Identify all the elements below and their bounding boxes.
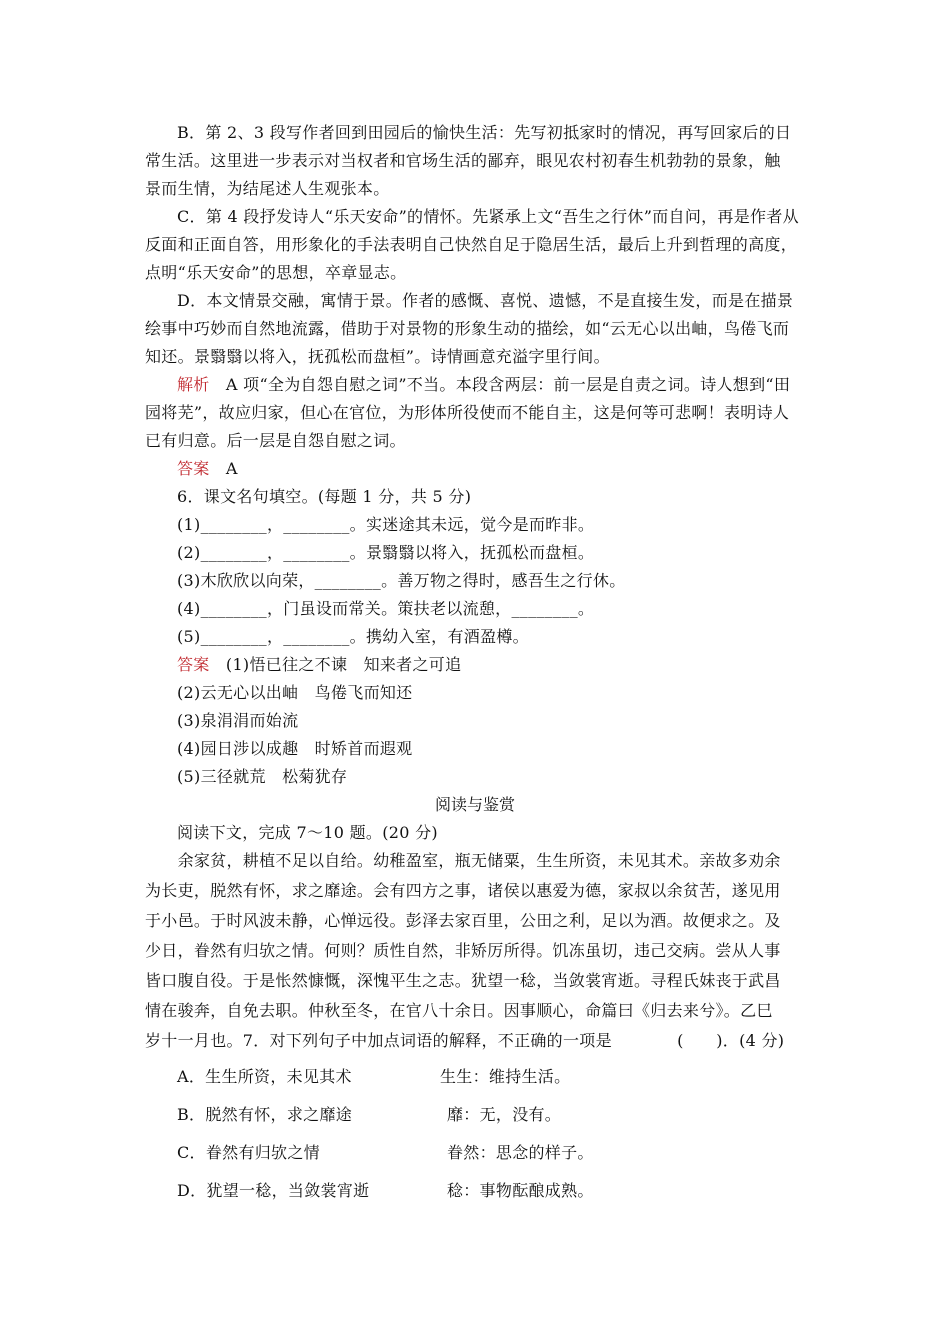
- reading-intro: 阅读下文，完成 7～10 题。(20 分): [177, 823, 438, 842]
- option-c-line-3: 点明“乐天安命”的思想，卒章显志。: [145, 263, 407, 282]
- q6-answer-text-1: (1)悟已往之不谏 知来者之可追: [209, 655, 462, 674]
- analysis-line-1: [177, 374, 790, 396]
- passage-line-7: 岁十一月也。7．对下列句子中加点词语的解释，不正确的一项是 ( )．(4 分): [145, 1031, 785, 1050]
- q7-option-c-gloss: 眷然：思念的样子。: [447, 1143, 594, 1162]
- q6-item-3: (3)木欣欣以向荣，________。善万物之得时，感吾生之行休。: [177, 571, 626, 590]
- q6-answer-4: (4)园日涉以成趣 时矫首而遐观: [177, 739, 413, 758]
- answer-5-value: A: [209, 459, 238, 478]
- q6-answer-label: 答案: [177, 655, 210, 674]
- passage-line-1: 余家贫，耕植不足以自给。幼稚盈室，瓶无储粟，生生所资，未见其术。亲故多劝余: [145, 851, 781, 870]
- q7-option-b-gloss: 靡：无，没有。: [447, 1105, 562, 1124]
- analysis-line-3: 已有归意。后一层是自怨自慰之词。: [145, 431, 406, 450]
- passage-line-2: 为长吏，脱然有怀，求之靡途。会有四方之事，诸侯以惠爱为德，家叔以余贫苦，遂见用: [145, 881, 781, 900]
- passage-line-6: 情在骏奔，自免去职。仲秋至冬，在官八十余日。因事顺心，命篇曰《归去来兮》。乙巳: [145, 1001, 773, 1020]
- q6-answer-1: [177, 654, 461, 676]
- passage-line-3: 于小邑。于时风波未静，心惮远役。彭泽去家百里，公田之利，足以为酒。故便求之。及: [145, 911, 781, 930]
- passage-line-5: 皆口腹自役。于是怅然慷慨，深愧平生之志。犹望一稔，当敛裳宵逝。寻程氏妹丧于武昌: [145, 971, 781, 990]
- q6-item-2: (2)________，________。景翳翳以将入，抚孤松而盘桓。: [177, 543, 595, 562]
- q7-option-b-sentence: B．脱然有怀，求之靡途: [177, 1105, 353, 1124]
- answer-5-label: 答案: [177, 459, 210, 478]
- q6-answer-3: (3)泉涓涓而始流: [177, 711, 299, 730]
- option-d-line-3: 知还。景翳翳以将入，抚孤松而盘桓”。诗情画意充溢字里行间。: [145, 347, 610, 366]
- answer-5: [177, 458, 238, 480]
- q6-item-1: (1)________，________。实迷途其未远，觉今是而昨非。: [177, 515, 595, 534]
- option-b-line-2: 常生活。这里进一步表示对当权者和官场生活的鄙弃，眼见农村初春生机勃勃的景象，触: [145, 151, 781, 170]
- q6-answer-2: (2)云无心以出岫 鸟倦飞而知还: [177, 683, 413, 702]
- analysis-text-1: A 项“全为自怨自慰之词”不当。本段含两层：前一层是自责之词。诗人想到“田: [209, 375, 791, 394]
- option-d-line-1: D．本文情景交融，寓情于景。作者的感慨、喜悦、遗憾，不是直接生发，而是在描景: [177, 291, 794, 310]
- section-title: 阅读与鉴赏: [434, 795, 515, 814]
- q6-item-5: (5)________，________。携幼入室，有酒盈樽。: [177, 627, 529, 646]
- option-b-line-3: 景而生情，为结尾述人生观张本。: [145, 179, 390, 198]
- q6-answer-5: (5)三径就荒 松菊犹存: [177, 767, 348, 786]
- analysis-line-2: 园将芜”，故应归家，但心在官位，为形体所役使而不能自主，这是何等可悲啊！表明诗人: [145, 403, 790, 422]
- q7-option-d-gloss: 稔：事物酝酿成熟。: [447, 1181, 594, 1200]
- q6-item-4: (4)________，门虽设而常关。策扶老以流憩，________。: [177, 599, 595, 618]
- analysis-label: 解析: [177, 375, 210, 394]
- passage-line-4: 少日，眷然有归欤之情。何则？质性自然，非矫厉所得。饥冻虽切，违己交病。尝从人事: [145, 941, 781, 960]
- option-b-line-1: B．第 2、3 段写作者回到田园后的愉快生活：先写初抵家时的情况，再写回家后的日: [177, 123, 792, 142]
- option-c-line-2: 反面和正面自答，用形象化的手法表明自己快然自足于隐居生活，最后上升到哲理的高度，: [145, 235, 798, 254]
- option-d-line-2: 绘事中巧妙而自然地流露，借助于对景物的形象生动的描绘，如“云无心以出岫，鸟倦飞而: [145, 319, 790, 338]
- q7-option-d-sentence: D．犹望一稔，当敛裳宵逝: [177, 1181, 370, 1200]
- q7-option-c-sentence: C．眷然有归欤之情: [177, 1143, 320, 1162]
- option-c-line-1: C．第 4 段抒发诗人“乐天安命”的情怀。先紧承上文“吾生之行休”而自问，再是作者从: [177, 207, 799, 226]
- q6-stem: 6．课文名句填空。(每题 1 分，共 5 分): [177, 487, 472, 506]
- q7-option-a-sentence: A．生生所资，未见其术: [177, 1067, 352, 1086]
- q7-option-a-gloss: 生生：维持生活。: [440, 1067, 571, 1086]
